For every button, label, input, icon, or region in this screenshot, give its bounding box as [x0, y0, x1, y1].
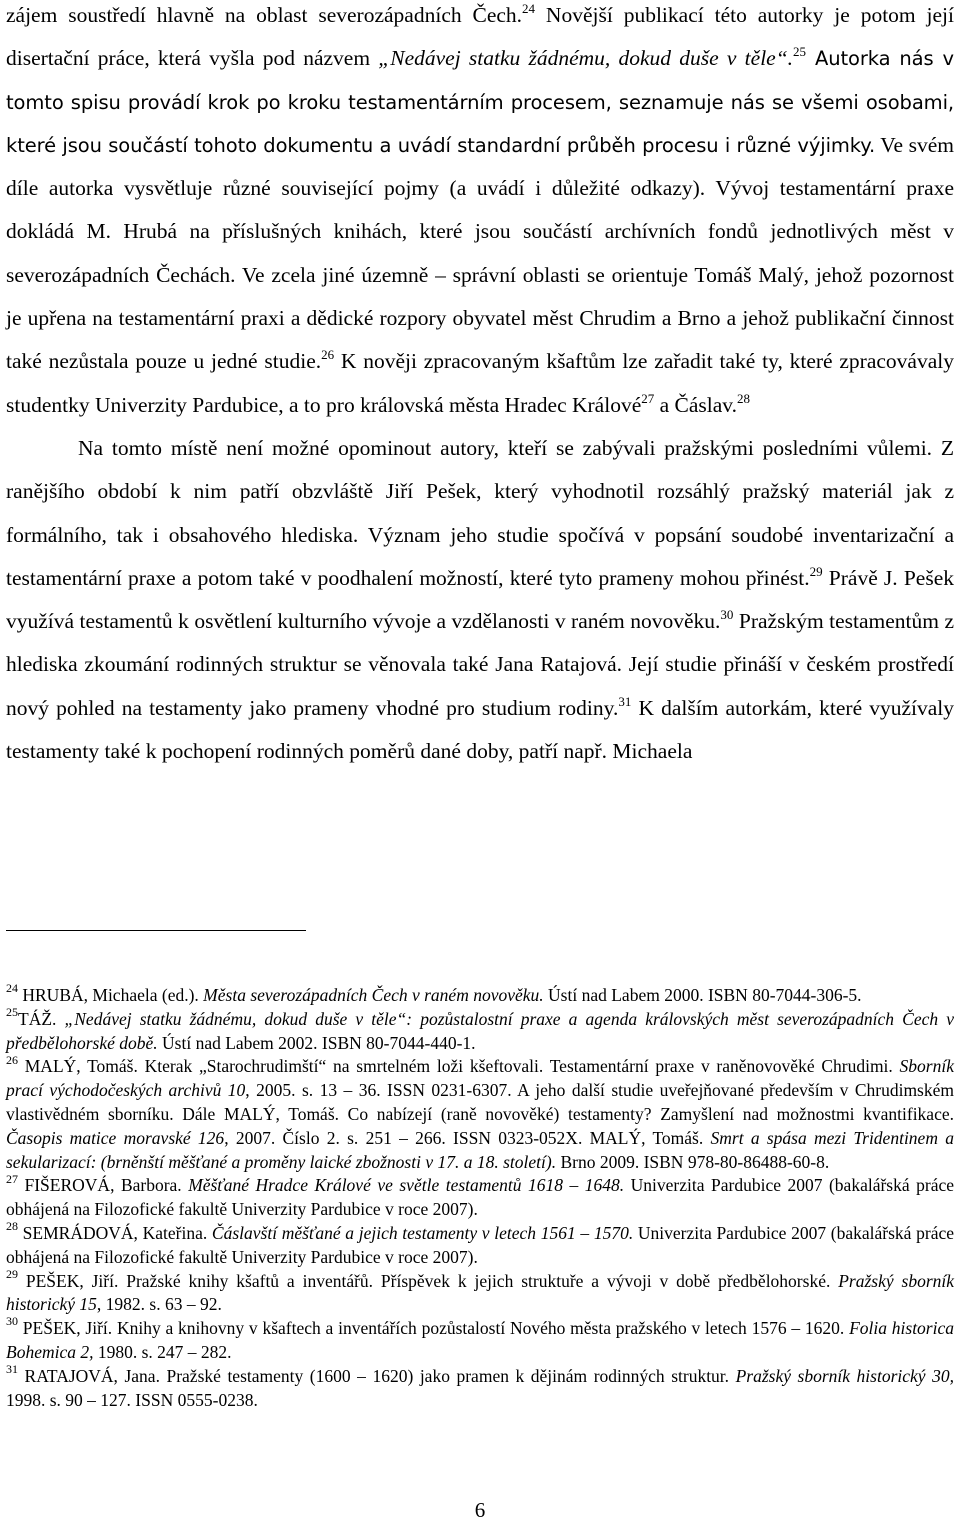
footnote-number: 27: [6, 1171, 18, 1186]
text-run: , 2005. s. 13 – 36. ISSN 0231-6307. A jeho další studie uveřejňované především v Chrudimském vlastivědném sborníku. Dále MALÝ, Tomáš. Co nabízejí (raně novověké) testamenty? Zamyšlení nad možnostmi kvantifikace.: [6, 1080, 954, 1124]
text-run: Univerzita Pardubice 2007 (bakalářská práce obhájená na Filozofické fakultě Univerzity Pardubice v roce 2007).: [6, 1175, 955, 1220]
italic-title: Sborník prací východočeských archivů 10: [6, 1056, 954, 1101]
text-run: , 2007. Číslo 2. s. 251 – 266. ISSN 0323-052X. MALÝ, Tomáš.: [224, 1127, 711, 1148]
page-number: 6: [474, 1498, 486, 1522]
footnote-31: [6, 1361, 954, 1413]
body-paragraph-1: [6, 0, 954, 427]
footnote-24: [6, 981, 954, 1008]
text-run: Ústí nad Labem 2002. ISBN 80-7044-440-1.: [157, 1032, 476, 1053]
italic-title: Pražský sborník historický 30,: [735, 1365, 954, 1386]
italic-title: Měšťané Hradce Králové ve světle testamentů 1618 – 1648.: [188, 1175, 625, 1196]
footnote-number: 31: [6, 1361, 18, 1376]
text-run: Brno 2009. ISBN 978-80-86488-60-8.: [556, 1151, 830, 1172]
text-run: Na tomto místě není možné opominout autory, kteří se zabývali pražskými posledními vůlemi.: [78, 435, 933, 460]
footnotes-section: [6, 981, 955, 1412]
text-run: Novější publikací této autorky je potom její disertační práce, která vyšla pod názvem: [6, 3, 954, 71]
text-run: zájem soustředí hlavně na oblast severozápadních Čech.: [6, 3, 523, 27]
footnote-ref-29[interactable]: 29: [809, 563, 823, 579]
text-run: K dalším autorkám, které využívaly testamenty také k pochopení rodinných poměrů dané doby, patří např. Michaela: [6, 695, 954, 764]
text-run: RATAJOVÁ, Jana. Pražské testamenty (1600 – 1620) jako pramen k dějinám rodinných struktur.: [18, 1365, 736, 1386]
footnote-29: [6, 1266, 955, 1318]
text-run: 1998. s. 90 – 127. ISSN 0555-0238.: [6, 1389, 258, 1410]
text-run: Autorka nás v tomto spisu provádí krok po kroku testamentárním procesem, seznamuje nás se všemi osobami, které jsou součástí tohoto dokumentu a uvádí standardní průběh procesu i různé výjimky.: [6, 47, 954, 157]
text-run: Právě J. Pešek využívá testamentů k osvětlení kulturního vývoje a vzdělanosti v raném novověku.: [6, 565, 955, 634]
italic-title: Časopis matice moravské 126: [6, 1127, 225, 1148]
text-run: Univerzita Pardubice 2007 (bakalářská práce obhájená na Filozofické fakultě Univerzity Pardubice v roce 2007).: [6, 1222, 955, 1267]
italic-title: „Nedávej statku žádnému, dokud duše v těle“: pozůstalostní praxe a agenda královských měst severozápadních Čech v předbělohorské době.: [6, 1008, 954, 1053]
document-page: [6, 0, 955, 1410]
text-run: PEŠEK, Jiří. Knihy a knihovny v kšaftech a inventářích pozůstalostí Nového města pražského v letech 1576 – 1620.: [18, 1318, 850, 1339]
text-run: Ústí nad Labem 2000. ISBN 80-7044-306-5.: [543, 985, 862, 1005]
italic-title: Čáslavští měšťané a jejich testamenty v letech 1561 – 1570.: [211, 1222, 634, 1243]
text-run: K nověji zpracovaným kšaftům lze zařadit také ty, které zpracovávaly studentky Univerzity Pardubice, a to pro královská města Hradec Králové: [6, 349, 954, 417]
footnote-26: [6, 1052, 954, 1174]
footnote-ref-30[interactable]: 30: [720, 607, 734, 622]
footnote-30: [6, 1314, 954, 1365]
footnote-number: 26: [6, 1052, 18, 1067]
footnote-separator: [6, 930, 306, 931]
italic-title: Smrt a spása mezi Tridentinem a sekularizací: (brněnští měšťané a proměny laické zbožnosti v 17. a 18. století).: [6, 1127, 954, 1172]
italic-title: Folia historica Bohemica 2,: [6, 1318, 954, 1362]
footnote-27: [6, 1171, 955, 1222]
text-run: TÁŽ.: [18, 1008, 65, 1029]
footnote-28: [6, 1219, 955, 1270]
footnote-ref-28[interactable]: 28: [737, 390, 751, 406]
footnote-ref-24[interactable]: 24: [522, 0, 536, 16]
footnote-number: 29: [6, 1266, 18, 1281]
text-run: 1980. s. 247 – 282.: [93, 1341, 232, 1362]
footnote-number: 28: [6, 1219, 18, 1234]
text-run: MALÝ, Tomáš. Kterak „Starochrudimští“ na smrtelném loži kšeftovali. Testamentární praxe v raněnovověké Chrudimi.: [18, 1056, 900, 1077]
footnote-number: 30: [6, 1314, 18, 1329]
footnote-ref-31[interactable]: 31: [618, 693, 632, 709]
text-run: PEŠEK, Jiří. Pražské knihy kšaftů a inventářů. Příspěvek k jejich struktuře a vývoji v době předbělohorské.: [18, 1270, 839, 1291]
text-run: Pražským testamentům z hlediska zkoumání rodinných struktur se věnovala také Jana Ratajová. Její studie přináší v českém prostředí nový pohled na testamenty jako prameny vhodné pro studium rodiny.: [6, 609, 954, 720]
footnote-ref-26[interactable]: 26: [321, 347, 335, 363]
text-run: Z ranějšího období k nim patří obzvláště Jiří Pešek, který vyhodnotil rozsáhlý pražský materiál jak z formálního, tak i obsahového hlediska. Význam jeho studie spočívá v popsání soudobé inventarizační a testamentární praxe a potom také v poodhalení možností, které tyto prameny mohou přinést.: [6, 435, 954, 590]
italic-title: Města severozápadních Čech v raném novověku.: [203, 985, 544, 1005]
text-run: HRUBÁ, Michaela (ed.).: [18, 985, 204, 1005]
footnote-ref-25[interactable]: 25: [793, 44, 807, 60]
footnote-25: [6, 1004, 954, 1056]
footnote-ref-27[interactable]: 27: [641, 390, 655, 406]
text-run: SEMRÁDOVÁ, Kateřina.: [18, 1222, 212, 1243]
text-run: FIŠEROVÁ, Barbora.: [18, 1175, 189, 1196]
body-paragraph-2: [6, 427, 954, 773]
footnote-number: 25: [6, 1004, 18, 1019]
italic-title: „Nedávej statku žádnému, dokud duše v těle“.: [378, 46, 794, 71]
text-run: , 1982. s. 63 – 92.: [96, 1294, 222, 1315]
footnote-number: 24: [6, 981, 18, 996]
italic-title: Pražský sborník historický 15: [6, 1270, 955, 1315]
text-run: Ve zcela jiné územně – správní oblasti se orientuje Tomáš Malý, jehož pozornost je upřena na testamentární praxi a dědické rozpory obyvatel měst Chrudim a Brno a jehož publikační činnost také nezůstala pouze u jedné studie.: [6, 262, 954, 374]
text-run: a Čáslav.: [654, 392, 738, 417]
text-run: Ve svém díle autorka vysvětluje různé související pojmy (a uvádí i důležité odkazy). Vývoj testamentární praxe dokládá M. Hrubá na příslušných knihách, které jsou součástí archívních fondů jednotlivých měst v severozápadních Čechách.: [6, 132, 955, 287]
